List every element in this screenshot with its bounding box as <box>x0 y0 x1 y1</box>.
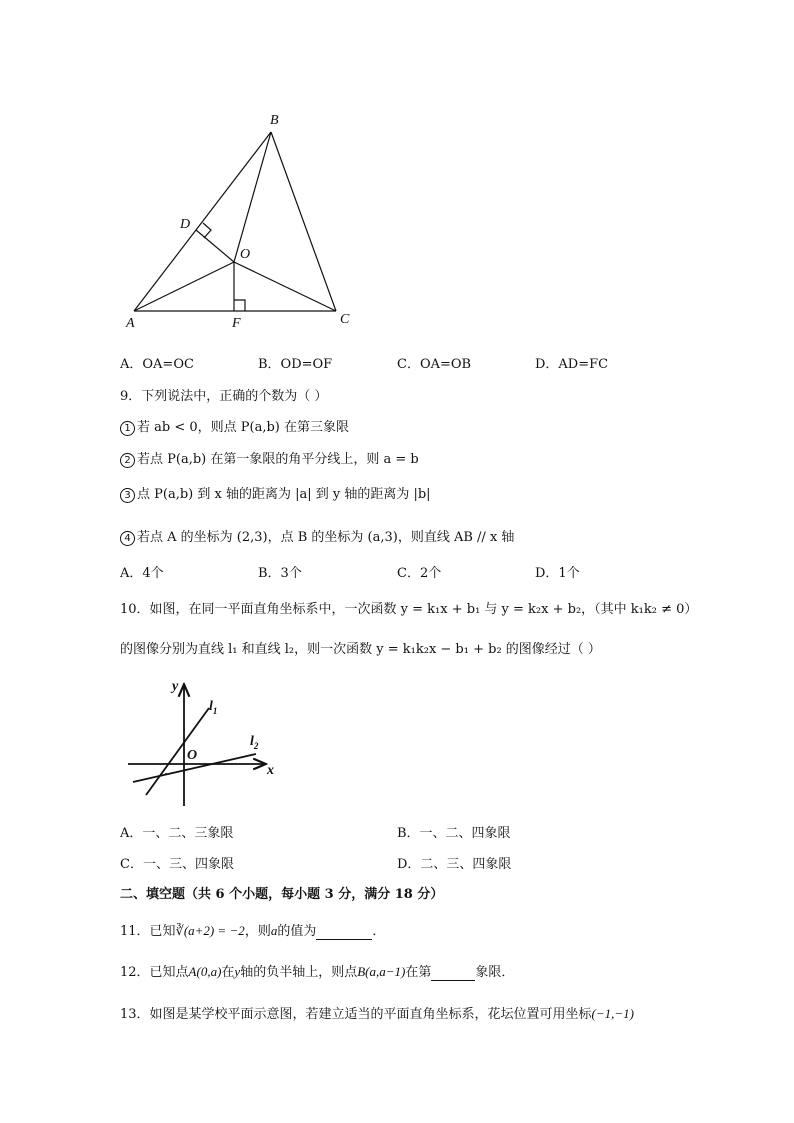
question-11: 11．已知∛(a+2) = −2，则a的值为 ． <box>120 923 386 939</box>
circled-number: 4 <box>120 531 135 546</box>
q10-option-a[interactable]: A．一、二、三象限 <box>120 826 234 841</box>
label-C: C <box>340 312 350 327</box>
q9-stem: 9．下列说法中，正确的个数为（ ） <box>120 389 328 404</box>
fig-label-l1: $l_1$ <box>209 699 218 716</box>
section-2-title: 二、填空题（共 6 个小题，每小题 3 分，满分 18 分） <box>120 887 444 902</box>
q9-option-b[interactable]: B．3个 <box>258 566 302 581</box>
question-13: 13．如图是某学校平面示意图，若建立适当的平面直角坐标系，花坛位置可用坐标(−1,−1) <box>120 1006 634 1022</box>
q10-line-1: 10．如图，在同一平面直角坐标系中，一次函数 y = k₁x + b₁ 与 y = k₂x + b₂，（其中 k₁k₂ ≠ 0） <box>120 602 698 617</box>
line-l1 <box>146 708 209 795</box>
q10-option-b[interactable]: B．一、二、四象限 <box>397 826 511 841</box>
q11-equation: ∛(a+2) = −2 <box>175 923 245 938</box>
q8-option-b[interactable]: B．OD=OF <box>258 357 333 372</box>
q9-option-a[interactable]: A．4个 <box>120 566 164 581</box>
fig-label-y: y <box>172 679 179 694</box>
q10-option-d[interactable]: D．二、三、四象限 <box>397 857 512 872</box>
q9-option-d[interactable]: D．1个 <box>535 566 580 581</box>
q9-item-3: 3 点 P(a,b) 到 x 轴的距离为 |a| 到 y 轴的距离为 |b| <box>120 483 431 503</box>
q8-option-a[interactable]: A．OA=OC <box>120 357 194 372</box>
label-B: B <box>270 113 279 128</box>
circled-number: 1 <box>120 421 135 436</box>
q9-item-4: 4 若点 A 的坐标为 (2,3)，点 B 的坐标为 (a,3)，则直线 AB // x 轴 <box>120 526 514 546</box>
label-O: O <box>240 247 251 262</box>
label-A: A <box>126 316 135 331</box>
circled-number: 3 <box>120 488 135 503</box>
fig-label-l2: $l_2$ <box>250 734 259 751</box>
circled-number: 2 <box>120 453 135 468</box>
q10-option-c[interactable]: C．一、三、四象限 <box>120 857 234 872</box>
fig-label-x: x <box>267 763 274 778</box>
q9-item-2: 2 若点 P(a,b) 在第一象限的角平分线上，则 a = b <box>120 448 419 468</box>
label-D: D <box>180 217 191 232</box>
q9-item-1: 1 若 ab < 0，则点 P(a,b) 在第三象限 <box>120 416 349 436</box>
q10-line-2: 的图像分别为直线 l₁ 和直线 l₂，则一次函数 y = k₁k₂x − b₁ + b₂ 的图像经过（ ） <box>120 642 601 657</box>
intersection-point <box>165 773 167 775</box>
answer-blank[interactable] <box>316 924 372 940</box>
answer-blank[interactable] <box>431 965 475 981</box>
q8-option-d[interactable]: D．AD=FC <box>535 357 609 372</box>
question-12: 12．已知点A(0,a)在y轴的负半轴上，则点B(a,a−1)在第 象限． <box>120 964 515 980</box>
q8-option-c[interactable]: C．OA=OB <box>397 357 472 372</box>
q9-option-c[interactable]: C．2个 <box>397 566 442 581</box>
label-F: F <box>232 316 241 331</box>
fig-label-O: O <box>187 748 198 763</box>
